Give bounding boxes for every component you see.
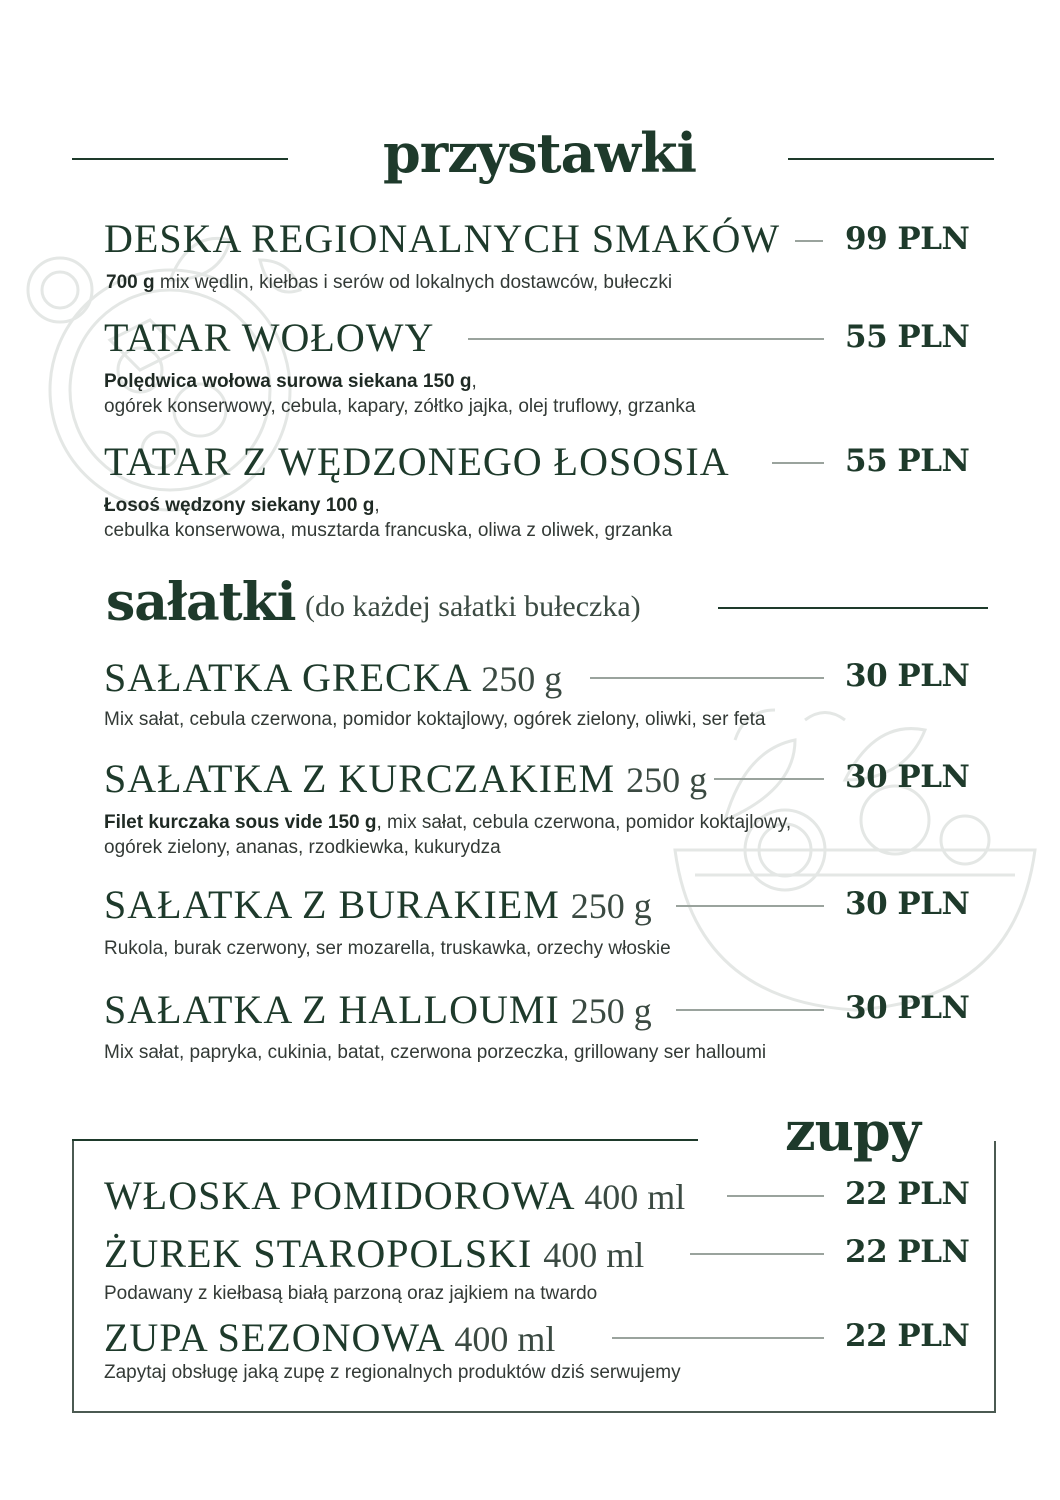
item-name-deska: DESKA REGIONALNYCH SMAKÓW [104, 216, 781, 261]
item-price: 30 PLN [845, 990, 970, 1026]
item-description [104, 369, 477, 394]
item-name-grecka [104, 655, 563, 700]
desc-text: , [471, 371, 477, 392]
item-leader [714, 778, 824, 780]
item-description [104, 810, 791, 835]
item-description-line2: ogórek zielony, ananas, rzodkiewka, kukurydza [104, 837, 501, 858]
item-name-tatar-losos: TATAR Z WĘDZONEGO ŁOSOSIA [104, 439, 730, 484]
item-weight: 250 g [481, 659, 563, 699]
item-name-zurek [104, 1231, 645, 1276]
desc-bold: Polędwica wołowa surowa siekana 150 g [104, 371, 472, 392]
item-price: 55 PLN [845, 443, 970, 479]
item-price: 22 PLN [845, 1234, 970, 1270]
item-name-halloumi [104, 987, 652, 1032]
item-weight: 400 ml [584, 1177, 686, 1217]
item-description: Rukola, burak czerwony, ser mozarella, truskawka, orzechy włoskie [104, 938, 671, 959]
item-name-pomidorowa [104, 1173, 686, 1218]
item-description: Mix sałat, papryka, cukinia, batat, czerwona porzeczka, grillowany ser halloumi [104, 1042, 767, 1063]
item-price: 22 PLN [845, 1318, 970, 1354]
item-price: 30 PLN [845, 886, 970, 922]
item-description-line2: cebulka konserwowa, musztarda francuska, oliwa z oliwek, grzanka [104, 520, 673, 541]
item-leader [795, 240, 823, 242]
section-title-salads: sałatki [106, 572, 296, 633]
salads-header-rule [718, 607, 988, 609]
header-rule-right [788, 158, 994, 160]
section-title-starters: przystawki [383, 121, 696, 185]
desc-bold: Łosoś wędzony siekany 100 g [104, 495, 375, 516]
desc-text: , mix sałat, cebula czerwona, pomidor koktajlowy, [376, 812, 792, 833]
item-title: SAŁATKA Z HALLOUMI [104, 987, 560, 1032]
item-leader [727, 1195, 824, 1197]
item-leader [772, 462, 824, 464]
section-subtitle-salads: (do każdej sałatki bułeczka) [305, 590, 641, 623]
item-title: SAŁATKA Z KURCZAKIEM [104, 756, 616, 801]
item-title: SAŁATKA Z BURAKIEM [104, 882, 560, 927]
item-weight: 250 g [570, 991, 652, 1031]
soups-frame-top-rule [72, 1139, 698, 1141]
item-description: Mix sałat, cebula czerwona, pomidor koktajlowy, ogórek zielony, oliwki, ser feta [104, 709, 766, 730]
item-price: 30 PLN [845, 658, 970, 694]
item-title: ZUPA SEZONOWA [104, 1315, 444, 1360]
salad-bowl-illustration [665, 700, 1055, 1030]
item-weight: 250 g [626, 760, 708, 800]
item-description [104, 493, 380, 518]
item-price: 55 PLN [845, 319, 970, 355]
item-weight: 250 g [570, 886, 652, 926]
item-name-kurczak [104, 756, 708, 801]
item-leader [612, 1337, 824, 1339]
item-description [106, 270, 672, 295]
item-name-burak [104, 882, 652, 927]
item-price: 22 PLN [845, 1176, 970, 1212]
item-weight: 400 ml [454, 1319, 556, 1359]
item-leader [690, 1253, 824, 1255]
item-description: Zapytaj obsługę jaką zupę z regionalnych produktów dziś serwujemy [104, 1362, 681, 1383]
item-leader [676, 905, 824, 907]
item-price: 30 PLN [845, 759, 970, 795]
item-weight: 400 ml [543, 1235, 645, 1275]
item-description: Podawany z kiełbasą białą parzoną oraz jajkiem na twardo [104, 1283, 598, 1304]
item-description-line2: ogórek konserwowy, cebula, kapary, zółtko jajka, olej truflowy, grzanka [104, 396, 696, 417]
desc-bold: Filet kurczaka sous vide 150 g [104, 812, 377, 833]
item-name-sezonowa [104, 1315, 556, 1360]
item-title: WŁOSKA POMIDOROWA [104, 1173, 574, 1218]
section-title-soups: zupy [785, 1099, 921, 1163]
item-title: ŻUREK STAROPOLSKI [104, 1231, 533, 1276]
desc-text: mix wędlin, kiełbas i serów od lokalnych dostawców, bułeczki [154, 272, 673, 293]
desc-text: , [374, 495, 380, 516]
item-leader [590, 677, 824, 679]
item-price: 99 PLN [845, 221, 970, 257]
item-name-tatar-wolowy: TATAR WOŁOWY [104, 315, 435, 360]
header-rule-left [72, 158, 288, 160]
desc-bold: 700 g [106, 272, 155, 293]
item-leader [468, 338, 824, 340]
item-leader [676, 1009, 824, 1011]
item-title: SAŁATKA GRECKA [104, 655, 471, 700]
